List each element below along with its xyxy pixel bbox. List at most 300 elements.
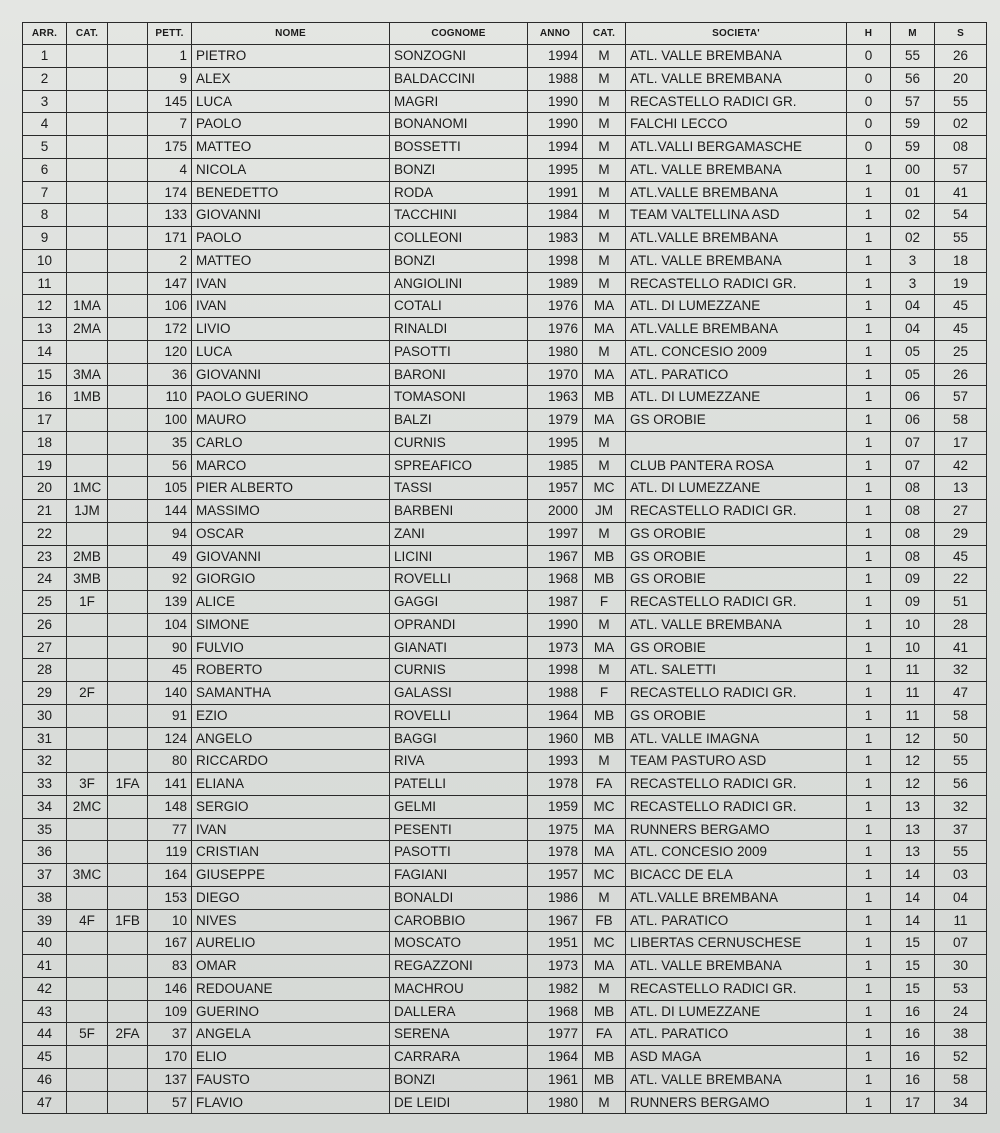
- cell-cat-female: [108, 818, 148, 841]
- cell-h: 1: [847, 295, 891, 318]
- cell-h: 1: [847, 1068, 891, 1091]
- cell-cat-overall: 3MC: [67, 864, 108, 887]
- cell-anno: 1964: [528, 704, 583, 727]
- cell-anno: 1990: [528, 90, 583, 113]
- cell-cognome: ANGIOLINI: [390, 272, 528, 295]
- cell-anno: 1995: [528, 431, 583, 454]
- cell-pett: 45: [148, 659, 192, 682]
- cell-arr: 10: [23, 249, 67, 272]
- cell-h: 1: [847, 568, 891, 591]
- cell-h: 1: [847, 977, 891, 1000]
- header-cognome: COGNOME: [390, 23, 528, 45]
- cell-societa: [626, 431, 847, 454]
- cell-h: 1: [847, 249, 891, 272]
- cell-arr: 45: [23, 1046, 67, 1069]
- cell-anno: 1994: [528, 136, 583, 159]
- cell-societa: RECASTELLO RADICI GR.: [626, 500, 847, 523]
- cell-m: 3: [891, 272, 935, 295]
- cell-h: 1: [847, 318, 891, 341]
- cell-s: 30: [935, 955, 987, 978]
- cell-cat-female: [108, 1068, 148, 1091]
- cell-h: 1: [847, 340, 891, 363]
- cell-cat-overall: 2F: [67, 682, 108, 705]
- cell-nome: MATTEO: [192, 249, 390, 272]
- cell-cat-overall: [67, 340, 108, 363]
- cell-nome: NIVES: [192, 909, 390, 932]
- cell-pett: 56: [148, 454, 192, 477]
- cell-cat-female: [108, 568, 148, 591]
- cell-cat: F: [583, 591, 626, 614]
- cell-nome: DIEGO: [192, 886, 390, 909]
- cell-s: 58: [935, 409, 987, 432]
- cell-pett: 171: [148, 227, 192, 250]
- cell-cognome: DALLERA: [390, 1000, 528, 1023]
- cell-s: 45: [935, 318, 987, 341]
- cell-cat-overall: [67, 136, 108, 159]
- cell-societa: ATL. VALLE BREMBANA: [626, 1068, 847, 1091]
- cell-h: 1: [847, 1023, 891, 1046]
- cell-m: 55: [891, 45, 935, 68]
- cell-arr: 31: [23, 727, 67, 750]
- cell-h: 1: [847, 545, 891, 568]
- cell-cat: FA: [583, 1023, 626, 1046]
- cell-m: 02: [891, 204, 935, 227]
- cell-cognome: REGAZZONI: [390, 955, 528, 978]
- table-row: [23, 841, 987, 864]
- cell-nome: MARCO: [192, 454, 390, 477]
- cell-cat-overall: [67, 704, 108, 727]
- cell-anno: 1975: [528, 818, 583, 841]
- cell-arr: 29: [23, 682, 67, 705]
- cell-s: 13: [935, 477, 987, 500]
- cell-cat-overall: [67, 158, 108, 181]
- cell-anno: 2000: [528, 500, 583, 523]
- cell-cognome: GALASSI: [390, 682, 528, 705]
- cell-arr: 19: [23, 454, 67, 477]
- cell-pett: 77: [148, 818, 192, 841]
- cell-m: 08: [891, 545, 935, 568]
- cell-pett: 144: [148, 500, 192, 523]
- table-row: [23, 773, 987, 796]
- cell-cognome: FAGIANI: [390, 864, 528, 887]
- cell-pett: 91: [148, 704, 192, 727]
- cell-societa: ASD MAGA: [626, 1046, 847, 1069]
- cell-arr: 15: [23, 363, 67, 386]
- cell-m: 16: [891, 1000, 935, 1023]
- cell-cat-overall: [67, 659, 108, 682]
- cell-nome: LIVIO: [192, 318, 390, 341]
- table-row: [23, 568, 987, 591]
- cell-arr: 23: [23, 545, 67, 568]
- cell-societa: ATL. VALLE BREMBANA: [626, 955, 847, 978]
- table-row: [23, 591, 987, 614]
- cell-nome: CRISTIAN: [192, 841, 390, 864]
- table-row: [23, 113, 987, 136]
- cell-societa: GS OROBIE: [626, 704, 847, 727]
- cell-cognome: GIANATI: [390, 636, 528, 659]
- cell-anno: 1985: [528, 454, 583, 477]
- cell-cat-female: [108, 750, 148, 773]
- cell-m: 06: [891, 386, 935, 409]
- cell-m: 08: [891, 477, 935, 500]
- cell-cat: MB: [583, 704, 626, 727]
- cell-cat-overall: 1JM: [67, 500, 108, 523]
- cell-anno: 1964: [528, 1046, 583, 1069]
- cell-nome: SIMONE: [192, 613, 390, 636]
- cell-m: 04: [891, 295, 935, 318]
- table-row: [23, 1068, 987, 1091]
- cell-arr: 2: [23, 67, 67, 90]
- table-row: [23, 545, 987, 568]
- cell-cat-female: [108, 249, 148, 272]
- cell-cat: JM: [583, 500, 626, 523]
- cell-cat-female: [108, 113, 148, 136]
- cell-cat: MA: [583, 636, 626, 659]
- cell-societa: RUNNERS BERGAMO: [626, 1091, 847, 1114]
- cell-cat-female: [108, 477, 148, 500]
- cell-cat: M: [583, 67, 626, 90]
- cell-pett: 137: [148, 1068, 192, 1091]
- cell-nome: AURELIO: [192, 932, 390, 955]
- results-body: [23, 45, 987, 1114]
- cell-cat-female: [108, 158, 148, 181]
- cell-pett: 172: [148, 318, 192, 341]
- cell-arr: 30: [23, 704, 67, 727]
- cell-anno: 1979: [528, 409, 583, 432]
- table-row: [23, 409, 987, 432]
- cell-s: 41: [935, 636, 987, 659]
- cell-pett: 109: [148, 1000, 192, 1023]
- header-nome: NOME: [192, 23, 390, 45]
- cell-cat-female: [108, 454, 148, 477]
- cell-m: 05: [891, 363, 935, 386]
- cell-nome: FULVIO: [192, 636, 390, 659]
- cell-nome: PIER ALBERTO: [192, 477, 390, 500]
- cell-pett: 92: [148, 568, 192, 591]
- cell-cognome: MOSCATO: [390, 932, 528, 955]
- cell-h: 1: [847, 227, 891, 250]
- cell-s: 24: [935, 1000, 987, 1023]
- cell-nome: LUCA: [192, 340, 390, 363]
- cell-nome: MASSIMO: [192, 500, 390, 523]
- cell-cat-female: [108, 272, 148, 295]
- cell-societa: ATL. CONCESIO 2009: [626, 340, 847, 363]
- cell-cat: FB: [583, 909, 626, 932]
- cell-cat: M: [583, 113, 626, 136]
- cell-anno: 1977: [528, 1023, 583, 1046]
- cell-pett: 170: [148, 1046, 192, 1069]
- cell-cat-overall: [67, 409, 108, 432]
- cell-societa: CLUB PANTERA ROSA: [626, 454, 847, 477]
- cell-societa: ATL. DI LUMEZZANE: [626, 477, 847, 500]
- cell-nome: IVAN: [192, 818, 390, 841]
- table-row: [23, 886, 987, 909]
- cell-anno: 1993: [528, 750, 583, 773]
- cell-pett: 153: [148, 886, 192, 909]
- cell-cognome: BOSSETTI: [390, 136, 528, 159]
- table-row: [23, 67, 987, 90]
- cell-arr: 17: [23, 409, 67, 432]
- cell-cat: M: [583, 431, 626, 454]
- cell-pett: 10: [148, 909, 192, 932]
- cell-cat-overall: 2MB: [67, 545, 108, 568]
- cell-societa: GS OROBIE: [626, 636, 847, 659]
- cell-cognome: RIVA: [390, 750, 528, 773]
- cell-cat-female: [108, 67, 148, 90]
- cell-cat-overall: 3F: [67, 773, 108, 796]
- cell-societa: ATL. DI LUMEZZANE: [626, 386, 847, 409]
- cell-m: 13: [891, 795, 935, 818]
- cell-s: 02: [935, 113, 987, 136]
- cell-pett: 110: [148, 386, 192, 409]
- table-row: [23, 522, 987, 545]
- cell-cognome: ROVELLI: [390, 704, 528, 727]
- cell-cognome: BONANOMI: [390, 113, 528, 136]
- cell-anno: 1995: [528, 158, 583, 181]
- cell-societa: TEAM VALTELLINA ASD: [626, 204, 847, 227]
- cell-h: 1: [847, 409, 891, 432]
- cell-m: 10: [891, 636, 935, 659]
- cell-cat: MA: [583, 318, 626, 341]
- cell-pett: 104: [148, 613, 192, 636]
- cell-h: 1: [847, 886, 891, 909]
- cell-cat: M: [583, 886, 626, 909]
- cell-cat-female: 1FA: [108, 773, 148, 796]
- cell-h: 1: [847, 727, 891, 750]
- cell-s: 11: [935, 909, 987, 932]
- table-row: [23, 181, 987, 204]
- cell-anno: 1957: [528, 477, 583, 500]
- cell-anno: 1990: [528, 113, 583, 136]
- cell-s: 37: [935, 818, 987, 841]
- cell-cat: MC: [583, 477, 626, 500]
- header-pett: PETT.: [148, 23, 192, 45]
- cell-h: 1: [847, 864, 891, 887]
- cell-cat-female: [108, 1091, 148, 1114]
- cell-cat-female: 2FA: [108, 1023, 148, 1046]
- cell-arr: 37: [23, 864, 67, 887]
- cell-cat-female: [108, 613, 148, 636]
- cell-nome: PAOLO: [192, 113, 390, 136]
- cell-h: 0: [847, 136, 891, 159]
- cell-arr: 39: [23, 909, 67, 932]
- cell-cat-female: [108, 409, 148, 432]
- cell-cognome: COTALI: [390, 295, 528, 318]
- cell-societa: ATL.VALLE BREMBANA: [626, 227, 847, 250]
- cell-m: 05: [891, 340, 935, 363]
- cell-pett: 57: [148, 1091, 192, 1114]
- cell-anno: 1968: [528, 568, 583, 591]
- cell-nome: OMAR: [192, 955, 390, 978]
- cell-cat: M: [583, 1091, 626, 1114]
- cell-m: 16: [891, 1068, 935, 1091]
- cell-pett: 105: [148, 477, 192, 500]
- cell-s: 32: [935, 659, 987, 682]
- cell-s: 47: [935, 682, 987, 705]
- cell-m: 13: [891, 841, 935, 864]
- cell-societa: ATL. VALLE BREMBANA: [626, 45, 847, 68]
- cell-m: 14: [891, 909, 935, 932]
- cell-s: 26: [935, 45, 987, 68]
- cell-cat-overall: [67, 1068, 108, 1091]
- cell-arr: 5: [23, 136, 67, 159]
- cell-nome: PAOLO GUERINO: [192, 386, 390, 409]
- cell-h: 0: [847, 113, 891, 136]
- cell-cognome: TOMASONI: [390, 386, 528, 409]
- cell-s: 55: [935, 841, 987, 864]
- cell-h: 1: [847, 431, 891, 454]
- cell-cognome: BALDACCINI: [390, 67, 528, 90]
- cell-cat-female: [108, 204, 148, 227]
- cell-cat-overall: [67, 727, 108, 750]
- cell-cat-female: [108, 682, 148, 705]
- cell-m: 00: [891, 158, 935, 181]
- cell-h: 1: [847, 181, 891, 204]
- cell-societa: ATL. PARATICO: [626, 363, 847, 386]
- cell-cognome: ROVELLI: [390, 568, 528, 591]
- cell-cat-female: [108, 727, 148, 750]
- cell-pett: 140: [148, 682, 192, 705]
- cell-arr: 24: [23, 568, 67, 591]
- table-row: [23, 682, 987, 705]
- cell-m: 16: [891, 1023, 935, 1046]
- cell-anno: 1976: [528, 318, 583, 341]
- cell-s: 18: [935, 249, 987, 272]
- cell-pett: 106: [148, 295, 192, 318]
- cell-cat: M: [583, 181, 626, 204]
- cell-societa: RUNNERS BERGAMO: [626, 818, 847, 841]
- cell-pett: 7: [148, 113, 192, 136]
- cell-h: 1: [847, 454, 891, 477]
- cell-s: 51: [935, 591, 987, 614]
- table-row: [23, 90, 987, 113]
- cell-cat: M: [583, 977, 626, 1000]
- cell-m: 09: [891, 591, 935, 614]
- table-row: [23, 45, 987, 68]
- cell-s: 45: [935, 545, 987, 568]
- cell-m: 10: [891, 613, 935, 636]
- cell-societa: RECASTELLO RADICI GR.: [626, 90, 847, 113]
- cell-m: 11: [891, 704, 935, 727]
- table-row: [23, 704, 987, 727]
- cell-arr: 34: [23, 795, 67, 818]
- cell-cat-overall: [67, 113, 108, 136]
- cell-m: 04: [891, 318, 935, 341]
- cell-cat-overall: [67, 272, 108, 295]
- cell-cognome: BALZI: [390, 409, 528, 432]
- cell-societa: RECASTELLO RADICI GR.: [626, 773, 847, 796]
- cell-anno: 1984: [528, 204, 583, 227]
- table-row: [23, 340, 987, 363]
- cell-cat-female: [108, 340, 148, 363]
- cell-h: 0: [847, 90, 891, 113]
- cell-h: 1: [847, 773, 891, 796]
- cell-societa: ATL. CONCESIO 2009: [626, 841, 847, 864]
- header-m: M: [891, 23, 935, 45]
- cell-pett: 167: [148, 932, 192, 955]
- cell-cognome: BONZI: [390, 158, 528, 181]
- header-societa: SOCIETA': [626, 23, 847, 45]
- cell-cat: MB: [583, 386, 626, 409]
- cell-s: 29: [935, 522, 987, 545]
- table-row: [23, 659, 987, 682]
- cell-cat-overall: [67, 886, 108, 909]
- cell-h: 1: [847, 272, 891, 295]
- cell-cat: MB: [583, 1046, 626, 1069]
- cell-s: 50: [935, 727, 987, 750]
- cell-m: 11: [891, 659, 935, 682]
- cell-arr: 6: [23, 158, 67, 181]
- table-row: [23, 249, 987, 272]
- cell-cat-overall: [67, 1000, 108, 1023]
- cell-arr: 38: [23, 886, 67, 909]
- cell-cat-female: [108, 318, 148, 341]
- cell-s: 04: [935, 886, 987, 909]
- table-row: [23, 977, 987, 1000]
- cell-societa: ATL. VALLE BREMBANA: [626, 158, 847, 181]
- cell-cat: MA: [583, 841, 626, 864]
- cell-cat-female: [108, 841, 148, 864]
- cell-h: 1: [847, 204, 891, 227]
- cell-arr: 12: [23, 295, 67, 318]
- cell-pett: 94: [148, 522, 192, 545]
- cell-anno: 1960: [528, 727, 583, 750]
- table-row: [23, 1091, 987, 1114]
- cell-arr: 28: [23, 659, 67, 682]
- cell-cat: MA: [583, 955, 626, 978]
- cell-pett: 141: [148, 773, 192, 796]
- cell-cognome: DE LEIDI: [390, 1091, 528, 1114]
- cell-cognome: PESENTI: [390, 818, 528, 841]
- cell-arr: 26: [23, 613, 67, 636]
- cell-m: 13: [891, 818, 935, 841]
- cell-societa: GS OROBIE: [626, 545, 847, 568]
- cell-cat-female: [108, 227, 148, 250]
- cell-m: 56: [891, 67, 935, 90]
- cell-cognome: SERENA: [390, 1023, 528, 1046]
- cell-societa: ATL.VALLE BREMBANA: [626, 318, 847, 341]
- cell-cat: MB: [583, 1000, 626, 1023]
- cell-pett: 36: [148, 363, 192, 386]
- cell-societa: ATL. VALLE BREMBANA: [626, 613, 847, 636]
- cell-cat-overall: 1MA: [67, 295, 108, 318]
- cell-m: 59: [891, 136, 935, 159]
- cell-nome: IVAN: [192, 295, 390, 318]
- cell-arr: 9: [23, 227, 67, 250]
- cell-anno: 1988: [528, 682, 583, 705]
- cell-anno: 1986: [528, 886, 583, 909]
- cell-anno: 1982: [528, 977, 583, 1000]
- cell-nome: SAMANTHA: [192, 682, 390, 705]
- cell-m: 59: [891, 113, 935, 136]
- cell-nome: BENEDETTO: [192, 181, 390, 204]
- cell-h: 1: [847, 522, 891, 545]
- header-cat-female: [108, 23, 148, 45]
- cell-pett: 120: [148, 340, 192, 363]
- cell-nome: RICCARDO: [192, 750, 390, 773]
- cell-pett: 90: [148, 636, 192, 659]
- cell-pett: 145: [148, 90, 192, 113]
- cell-nome: PIETRO: [192, 45, 390, 68]
- cell-pett: 49: [148, 545, 192, 568]
- cell-m: 08: [891, 522, 935, 545]
- cell-societa: ATL.VALLI BERGAMASCHE: [626, 136, 847, 159]
- cell-cognome: TACCHINI: [390, 204, 528, 227]
- table-row: [23, 818, 987, 841]
- cell-pett: 124: [148, 727, 192, 750]
- cell-cognome: PASOTTI: [390, 340, 528, 363]
- cell-cognome: MACHROU: [390, 977, 528, 1000]
